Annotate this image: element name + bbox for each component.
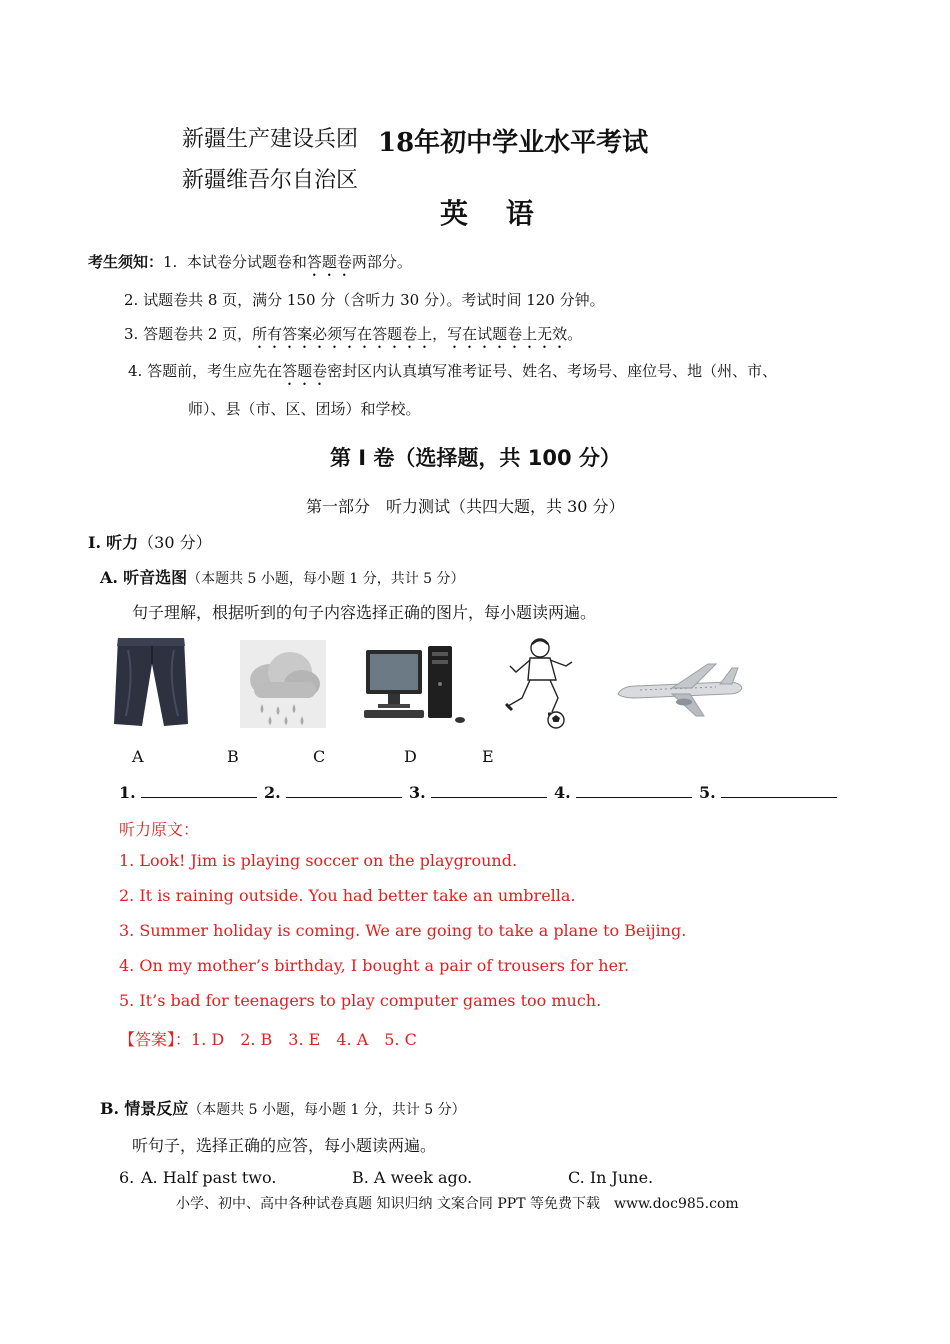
- instruction-item-2: 2. 试题卷共 8 页，满分 150 分（含听力 30 分）。考试时间 120 分钟。: [124, 291, 605, 309]
- footer-text: 小学、初中、高中各种试卷真题 知识归纳 文案合同 PPT 等免费下载 www.doc985.com: [176, 1196, 739, 1212]
- picture-label-c: C: [313, 747, 326, 766]
- transcript-label: 听力原文：: [119, 820, 200, 839]
- answer-key: [119, 1027, 417, 1050]
- transcript-line-2: 2. It is raining outside. You had better take an umbrella.: [119, 886, 576, 905]
- answer-blank-4[interactable]: [554, 783, 692, 802]
- rain-cloud-icon: [240, 640, 326, 728]
- section-1-title: 听力: [106, 533, 139, 552]
- item1-dotted: 答题卷: [306, 253, 352, 271]
- answer-blank-1[interactable]: [119, 783, 257, 802]
- transcript-line-3: 3. Summer holiday is coming. We are going to take a plane to Beijing.: [119, 921, 687, 940]
- instruction-item-4: [128, 360, 777, 389]
- answer-label: 【答案】: [119, 1030, 176, 1049]
- subject-title: 英 语: [440, 197, 548, 230]
- transcript-line-4: 4. On my mother’s birthday, I bought a pair of trousers for her.: [119, 956, 630, 975]
- blank-line: [431, 783, 547, 798]
- answer-text: ：1. D 2. B 3. E 4. A 5. C: [175, 1030, 417, 1049]
- blank-line: [721, 783, 837, 798]
- blank-line: [576, 783, 692, 798]
- answer-blank-2[interactable]: [264, 783, 402, 802]
- question-6-option-a[interactable]: A. Half past two.: [141, 1168, 277, 1187]
- item1-num: 1.: [163, 253, 178, 271]
- item3-dotted: 所有答案必须写在答题卷上，写在试题卷上无效: [252, 325, 568, 343]
- section-a-instruction: 句子理解，根据听到的句子内容选择正确的图片，每小题读两遍。: [132, 603, 597, 622]
- item1-pre: 本试卷分试题卷和: [186, 253, 307, 271]
- item4-dotted: 答题卷: [282, 362, 328, 380]
- volume-title: 第 I 卷（选择题，共 100 分）: [330, 446, 621, 470]
- exam-title: 18年初中学业水平考试: [378, 128, 649, 158]
- soccer-player-icon: [500, 636, 584, 730]
- section-b-title: 情景反应: [124, 1099, 189, 1118]
- picture-label-b: B: [227, 747, 239, 766]
- blank-num: 4.: [554, 783, 571, 802]
- blank-num: 2.: [264, 783, 281, 802]
- section-b-desc: （本题共 5 小题，每小题 1 分，共计 5 分）: [188, 1102, 466, 1118]
- item4-pre: 4. 答题前，考生应先在: [128, 362, 283, 380]
- instructions-label: 考生须知：: [88, 253, 164, 271]
- question-6-number: 6.: [119, 1168, 135, 1187]
- answer-blank-3[interactable]: [409, 783, 547, 802]
- computer-icon: [364, 644, 468, 728]
- trousers-icon: [108, 636, 194, 728]
- instruction-item-3: [124, 323, 582, 352]
- org-line-1: 新疆生产建设兵团: [182, 127, 359, 152]
- section-a-title: 听音选图: [123, 568, 188, 587]
- item1-post: 两部分。: [351, 253, 412, 271]
- blank-line: [141, 783, 257, 798]
- picture-label-e: E: [482, 747, 494, 766]
- question-6-option-c[interactable]: C. In June.: [568, 1168, 654, 1187]
- transcript-line-1: 1. Look! Jim is playing soccer on the playground.: [119, 851, 518, 870]
- airplane-icon: [612, 660, 744, 718]
- blank-num: 5.: [699, 783, 716, 802]
- org-line-2: 新疆维吾尔自治区: [182, 168, 359, 193]
- transcript-line-5: 5. It’s bad for teenagers to play computer games too much.: [119, 991, 602, 1010]
- blank-num: 3.: [409, 783, 426, 802]
- section-b-heading: [100, 1096, 466, 1119]
- item4-post: 密封区内认真填写准考证号、姓名、考场号、座位号、地（州、市、: [327, 362, 778, 380]
- blank-line: [286, 783, 402, 798]
- picture-label-d: D: [404, 747, 417, 766]
- blank-num: 1.: [119, 783, 136, 802]
- section-1-heading: [88, 530, 212, 553]
- instruction-item-1: [88, 251, 412, 280]
- section-a-desc: （本题共 5 小题，每小题 1 分，共计 5 分）: [187, 571, 465, 587]
- part-title: 第一部分 听力测试（共四大题，共 30 分）: [306, 497, 625, 516]
- section-b-label: B.: [100, 1099, 120, 1118]
- question-6-option-b[interactable]: B. A week ago.: [352, 1168, 473, 1187]
- item3-pre: 3. 答题卷共 2 页，: [124, 325, 253, 343]
- instruction-item-4-cont: 师）、县（市、区、团场）和学校。: [188, 400, 421, 418]
- answer-blank-5[interactable]: [699, 783, 837, 802]
- picture-label-a: A: [132, 747, 144, 766]
- section-1-score: （30 分）: [138, 533, 212, 552]
- section-a-label: A.: [100, 568, 118, 587]
- section-1-num: I.: [88, 533, 102, 552]
- section-b-instruction: 听句子，选择正确的应答，每小题读两遍。: [132, 1136, 437, 1155]
- item3-post: 。: [567, 325, 583, 343]
- section-a-heading: [100, 565, 465, 588]
